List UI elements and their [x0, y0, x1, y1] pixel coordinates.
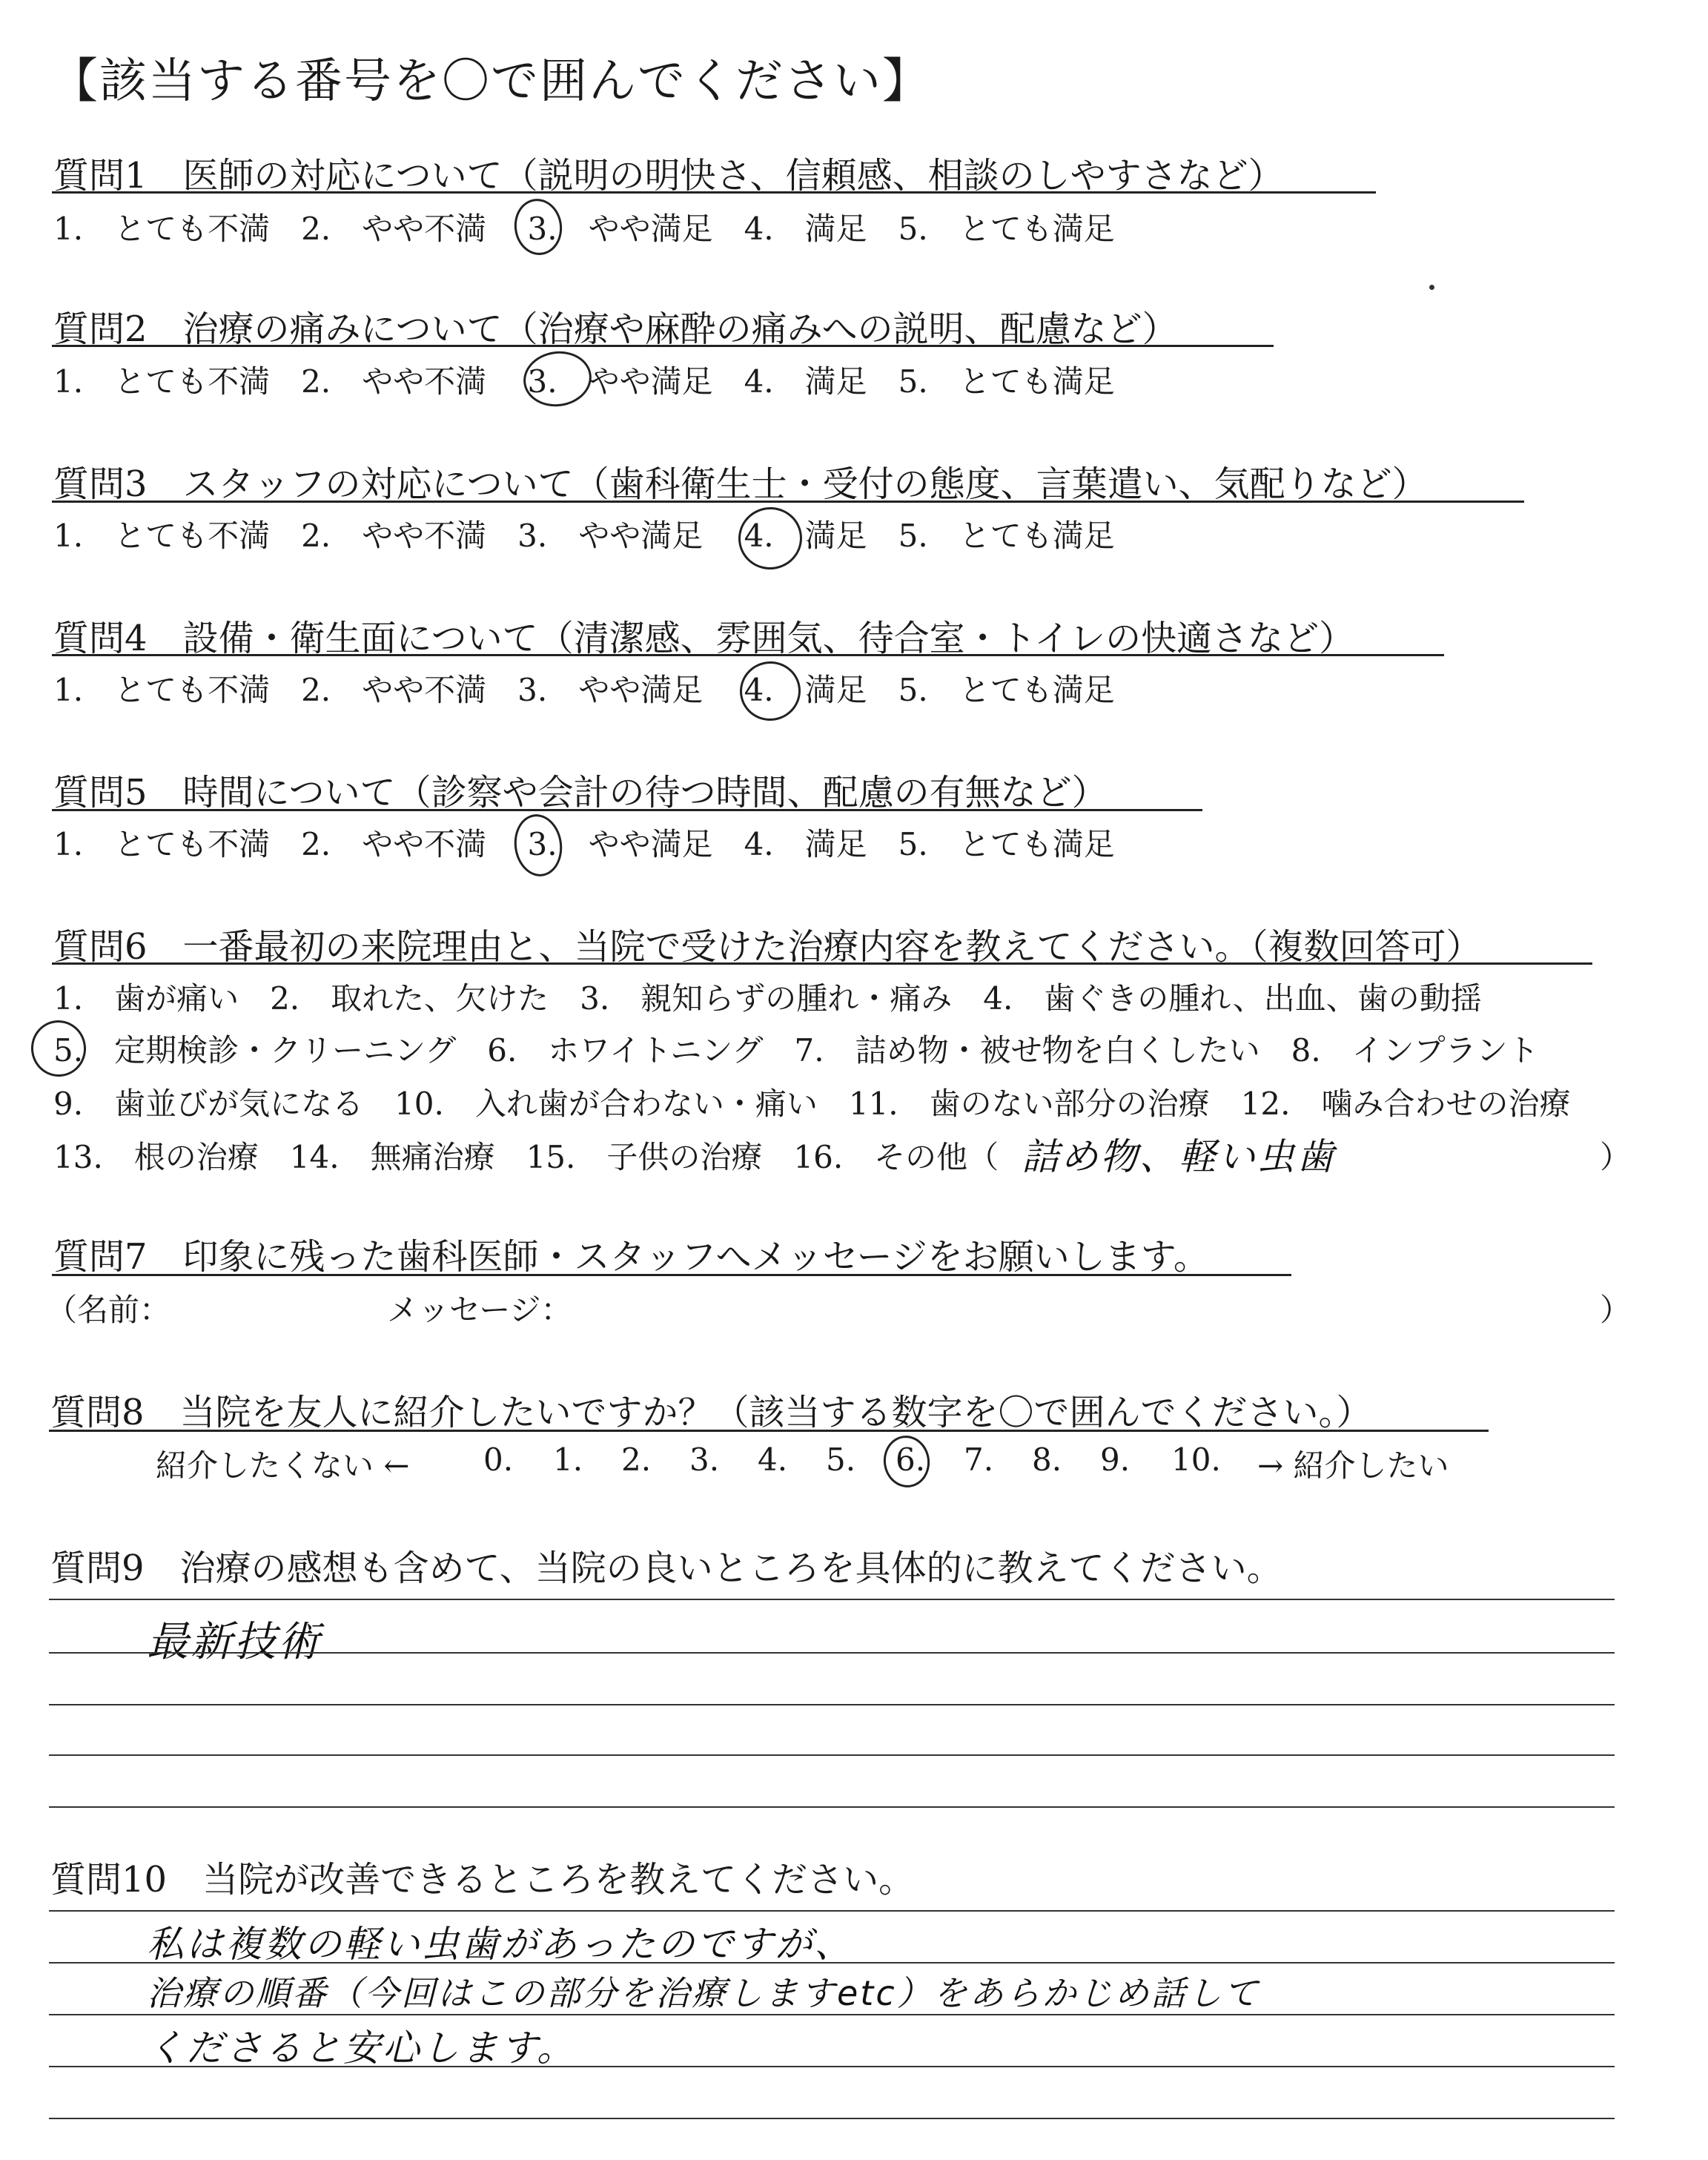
q9-answer-line — [49, 1599, 1615, 1600]
q6-close-paren: ） — [1600, 1139, 1632, 1175]
q4-heading: 質問4 設備・衛生面について（清潔感、雰囲気、待合室・トイレの快適さなど） — [53, 618, 1355, 659]
q7-underline — [52, 1274, 1291, 1276]
form-title: 【該当する番号を〇で囲んでください】 — [50, 54, 931, 109]
q8-left-label: 紹介したくない ← — [156, 1447, 410, 1484]
q1-options: 1. とても不満 2. やや不満 3. やや満足 4. 満足 5. とても満足 — [53, 211, 1115, 247]
q9-heading: 質問9 治療の感想も含めて、当院の良いところを具体的に教えてください。 — [50, 1548, 1282, 1589]
q8-heading: 質問8 当院を友人に紹介したいですか？（該当する数字を〇で囲んでください。） — [50, 1392, 1372, 1433]
q8-scale-4[interactable]: 4. — [758, 1441, 788, 1478]
q10-answer-line — [49, 2066, 1615, 2067]
q6-options-row4: 13. 根の治療 14. 無痛治療 15. 子供の治療 16. その他（ — [53, 1139, 999, 1175]
q3-options: 1. とても不満 2. やや不満 3. やや満足 4. 満足 5. とても満足 — [53, 518, 1115, 554]
q4-options: 1. とても不満 2. やや不満 3. やや満足 4. 満足 5. とても満足 — [53, 672, 1115, 708]
q9-answer-line — [49, 1652, 1615, 1654]
q9-answer-line — [49, 1704, 1615, 1705]
q9-answer-line — [49, 1806, 1615, 1808]
q6-heading: 質問6 一番最初の来院理由と、当院で受けた治療内容を教えてください。（複数回答可） — [53, 926, 1482, 968]
q6-underline — [52, 962, 1592, 965]
q8-scale-9[interactable]: 9. — [1100, 1441, 1131, 1478]
q10-heading: 質問10 当院が改善できるところを教えてください。 — [50, 1859, 915, 1900]
q6-options-row1: 1. 歯が痛い 2. 取れた、欠けた 3. 親知らずの腫れ・痛み 4. 歯ぐきの腫れ、出血、歯の動揺 — [53, 980, 1482, 1017]
q7-close-paren: ） — [1600, 1292, 1632, 1328]
q6-options-row3: 9. 歯並びが気になる 10. 入れ歯が合わない・痛い 11. 歯のない部分の治療 12. 噛み合わせの治療 — [53, 1086, 1571, 1122]
q5-heading: 質問5 時間について（診察や会計の待つ時間、配慮の有無など） — [53, 772, 1108, 813]
q10-answer-line — [49, 1910, 1615, 1912]
q1-heading: 質問1 医師の対応について（説明の明快さ、信頼感、相談のしやすさなど） — [53, 155, 1284, 196]
q10-answer-line1: 私は複数の軽い虫歯があったのですが、 — [147, 1923, 854, 1966]
q8-right-label: → 紹介したい — [1257, 1447, 1449, 1484]
q6-other-answer: 詰め物、軽い虫歯 — [1022, 1135, 1336, 1178]
q2-options: 1. とても不満 2. やや不満 3. やや満足 4. 満足 5. とても満足 — [53, 363, 1115, 400]
q8-scale-0[interactable]: 0. — [483, 1441, 514, 1478]
q7-message-label: メッセージ： — [387, 1292, 572, 1328]
q8-scale-5[interactable]: 5. — [826, 1441, 856, 1478]
q3-heading: 質問3 スタッフの対応について（歯科衛生士・受付の態度、言葉遣い、気配りなど） — [53, 463, 1428, 505]
q7-heading: 質問7 印象に残った歯科医師・スタッフへメッセージをお願いします。 — [53, 1236, 1209, 1278]
q2-underline — [52, 345, 1274, 347]
q10-answer-line — [49, 2014, 1615, 2015]
q5-underline — [52, 809, 1202, 811]
q4-underline — [52, 654, 1444, 656]
q8-scale-10[interactable]: 10. — [1171, 1441, 1221, 1478]
q6-options-row2: 5. 定期検診・クリーニング 6. ホワイトニング 7. 詰め物・被せ物を白くしたい 8. インプラント — [53, 1032, 1539, 1069]
q8-scale-2[interactable]: 2. — [621, 1441, 652, 1478]
q8-scale-7[interactable]: 7. — [964, 1441, 994, 1478]
q10-answer-line — [49, 2118, 1615, 2119]
q5-options: 1. とても不満 2. やや不満 3. やや満足 4. 満足 5. とても満足 — [53, 826, 1115, 862]
q10-answer-line2: 治療の順番（今回はこの部分を治療しますetc）をあらかじめ話して — [147, 1973, 1260, 2013]
scan-speck — [1429, 285, 1434, 290]
q3-underline — [52, 501, 1524, 503]
q10-answer-line3: くださると安心します。 — [147, 2027, 576, 2070]
q1-underline — [52, 191, 1376, 194]
q8-scale-1[interactable]: 1. — [553, 1441, 583, 1478]
q10-answer-line — [49, 1962, 1615, 1964]
q8-scale-8[interactable]: 8. — [1032, 1441, 1062, 1478]
q9-answer: 最新技術 — [147, 1618, 322, 1666]
q2-heading: 質問2 治療の痛みについて（治療や麻酔の痛みへの説明、配慮など） — [53, 308, 1178, 350]
q8-scale-6[interactable]: 6. — [896, 1441, 926, 1478]
q9-answer-line — [49, 1754, 1615, 1756]
q8-underline — [49, 1430, 1489, 1432]
q7-name-label: （名前： — [46, 1292, 171, 1328]
q8-scale-3[interactable]: 3. — [689, 1441, 720, 1478]
